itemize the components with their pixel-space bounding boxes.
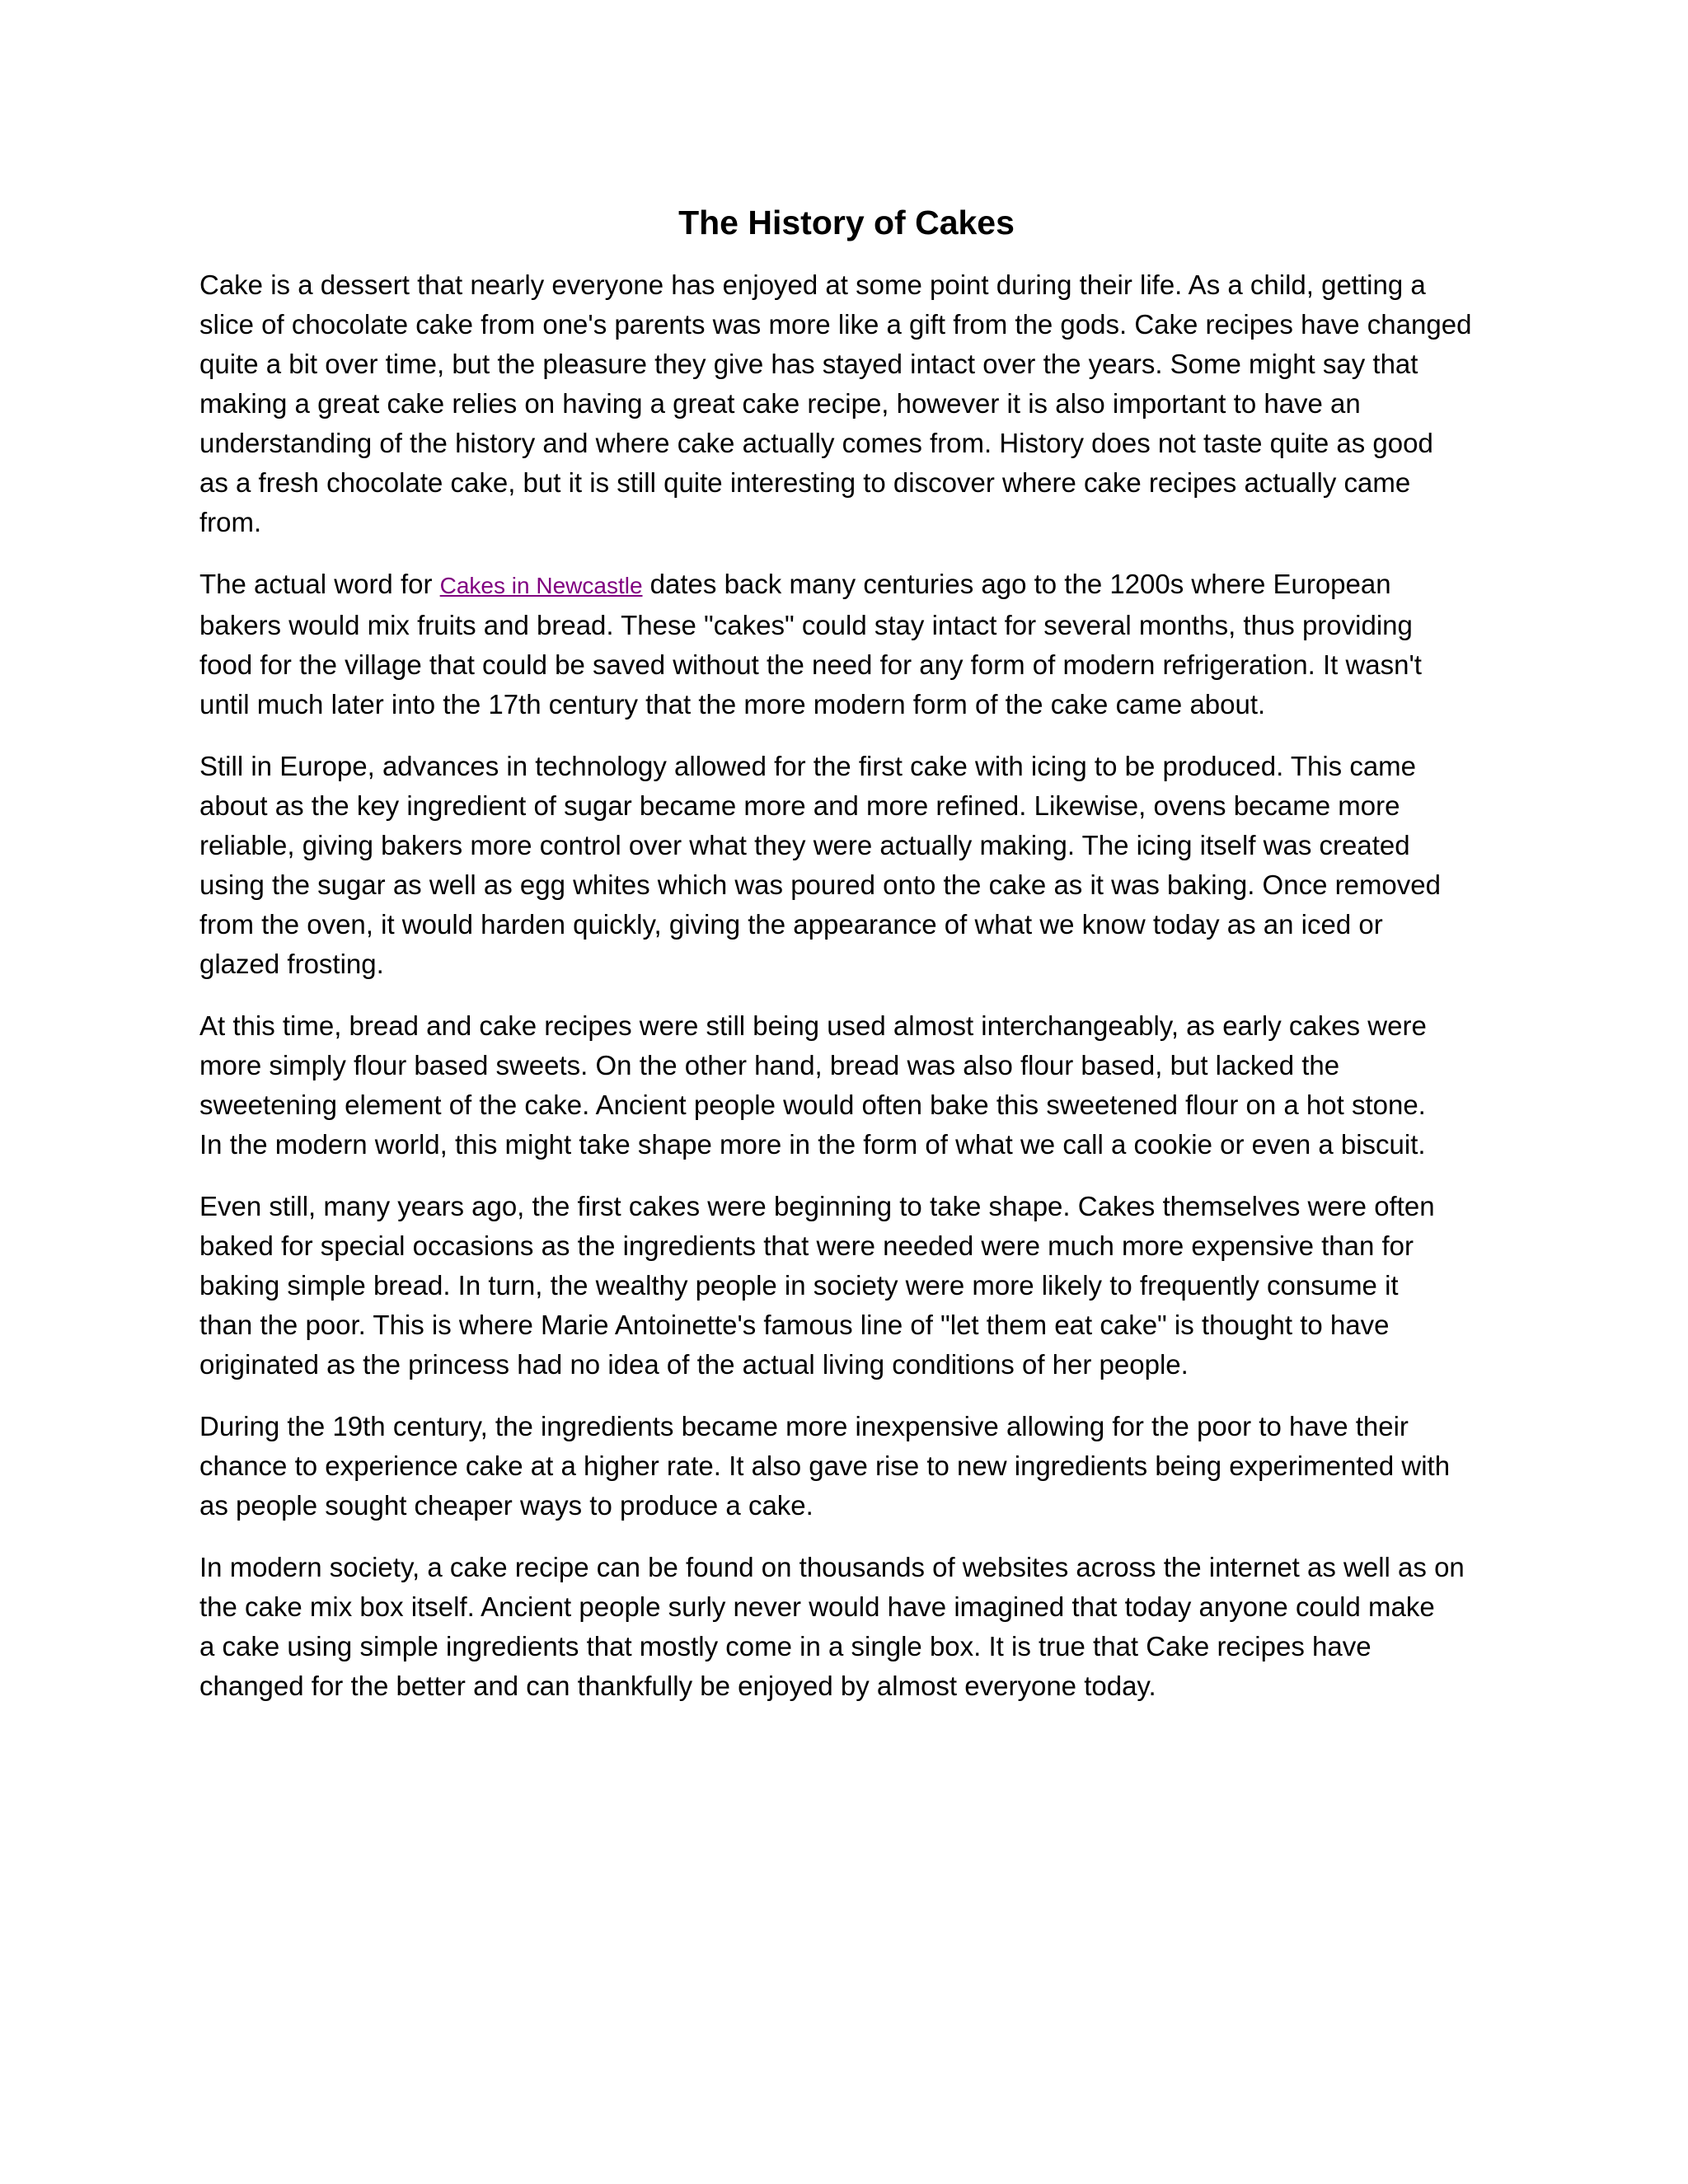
text-line: originated as the princess had no idea of the actual living conditions of her people. <box>199 1349 1189 1380</box>
text-line: At this time, bread and cake recipes were still being used almost interchangeably, as early cakes were <box>199 1010 1427 1041</box>
text-line: glazed frosting. <box>199 949 384 979</box>
text-line: changed for the better and can thankfully be enjoyed by almost everyone today. <box>199 1671 1156 1701</box>
paragraph-7 <box>199 1548 1493 1706</box>
text-line: Even still, many years ago, the first cakes were beginning to take shape. Cakes themselves were often <box>199 1191 1435 1221</box>
paragraph-4 <box>199 1006 1493 1165</box>
document-page <box>199 198 1493 1728</box>
text-line: than the poor. This is where Marie Antoinette's famous line of "let them eat cake" is thought to have <box>199 1310 1390 1340</box>
text-line: as people sought cheaper ways to produce a cake. <box>199 1490 814 1521</box>
text-line: baking simple bread. In turn, the wealthy people in society were more likely to frequently consume it <box>199 1270 1399 1301</box>
text-line: chance to experience cake at a higher rate. It also gave rise to new ingredients being experimented with <box>199 1451 1451 1481</box>
text-line: a cake using simple ingredients that mostly come in a single box. It is true that Cake recipes have <box>199 1631 1372 1661</box>
text-line: understanding of the history and where cake actually comes from. History does not taste quite as good <box>199 428 1433 458</box>
text-line: about as the key ingredient of sugar became more and more refined. Likewise, ovens became more <box>199 790 1400 821</box>
text-line: In modern society, a cake recipe can be found on thousands of websites across the internet as well as on <box>199 1552 1465 1582</box>
text-line: During the 19th century, the ingredients became more inexpensive allowing for the poor to have their <box>199 1411 1409 1441</box>
text-line: more simply flour based sweets. On the other hand, bread was also flour based, but lacked the <box>199 1050 1340 1080</box>
paragraph-3 <box>199 747 1493 984</box>
text-line: using the sugar as well as egg whites which was poured onto the cake as it was baking. Once removed <box>199 869 1441 900</box>
text-line: reliable, giving bakers more control over what they were actually making. The icing itself was created <box>199 830 1410 860</box>
text-line: as a fresh chocolate cake, but it is still quite interesting to discover where cake recipes actually came <box>199 467 1411 498</box>
cakes-in-newcastle-link[interactable]: Cakes in Newcastle <box>439 573 643 598</box>
text-line: Cake is a dessert that nearly everyone has enjoyed at some point during their life. As a child, getting a <box>199 269 1426 300</box>
text-line: quite a bit over time, but the pleasure they give has stayed intact over the years. Some might say that <box>199 349 1418 379</box>
document-title: The History of Cakes <box>678 204 1015 241</box>
paragraph-2 <box>199 565 1493 724</box>
paragraph-1 <box>199 265 1493 542</box>
text-line: baked for special occasions as the ingredients that were needed were much more expensive than for <box>199 1230 1414 1261</box>
text-line: bakers would mix fruits and bread. These "cakes" could stay intact for several months, thus providing <box>199 610 1413 640</box>
text-line-with-link <box>199 565 1493 606</box>
text-line: from the oven, it would harden quickly, giving the appearance of what we know today as an iced or <box>199 909 1383 940</box>
text-after-link: dates back many centuries ago to the 1200s where European <box>642 569 1391 599</box>
text-line: Still in Europe, advances in technology allowed for the first cake with icing to be produced. This came <box>199 751 1417 781</box>
text-line: from. <box>199 507 262 537</box>
paragraph-6 <box>199 1407 1493 1526</box>
text-line: food for the village that could be saved without the need for any form of modern refrigeration. It wasn't <box>199 649 1422 680</box>
text-line: In the modern world, this might take shape more in the form of what we call a cookie or even a biscuit. <box>199 1129 1426 1160</box>
text-line: the cake mix box itself. Ancient people surly never would have imagined that today anyone could make <box>199 1591 1435 1622</box>
text-before-link: The actual word for <box>199 569 440 599</box>
text-line: slice of chocolate cake from one's parents was more like a gift from the gods. Cake recipes have changed <box>199 309 1472 340</box>
text-line: sweetening element of the cake. Ancient people would often bake this sweetened flour on a hot stone. <box>199 1090 1426 1120</box>
paragraph-5 <box>199 1187 1493 1385</box>
text-line: until much later into the 17th century that the more modern form of the cake came about. <box>199 689 1266 719</box>
text-line: making a great cake relies on having a great cake recipe, however it is also important to have an <box>199 388 1361 419</box>
